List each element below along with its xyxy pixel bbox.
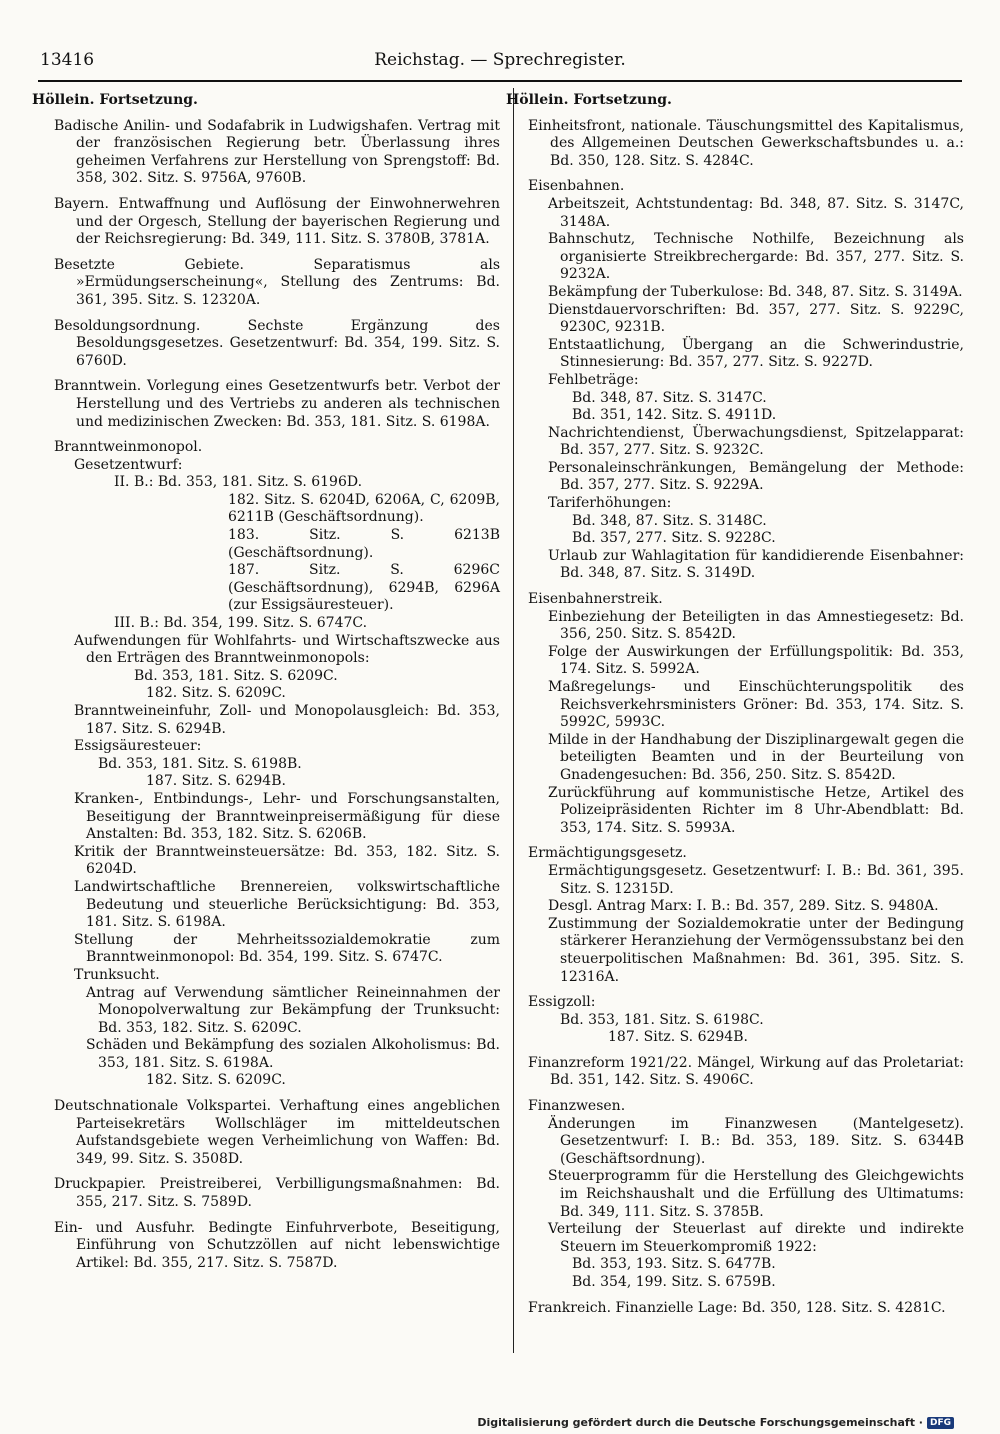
index-entry: Frankreich. Finanzielle Lage: Bd. 350, 128. Sitz. S. 4281C. (528, 1299, 946, 1316)
right-column (506, 92, 964, 1317)
index-entry: 182. Sitz. S. 6209C. (146, 1072, 286, 1089)
index-entry: Finanzwesen. (528, 1098, 626, 1115)
index-entry: Bekämpfung der Tuberkulose: Bd. 348, 87. Sitz. S. 3149A. (548, 283, 963, 300)
index-entry: Einbeziehung der Beteiligten in das Amnestiegesetz: Bd. 356, 250. Sitz. S. 8542D. (548, 608, 964, 643)
footer-credit (477, 1416, 954, 1429)
index-entry: II. B.: Bd. 353, 181. Sitz. S. 6196D. (114, 474, 363, 491)
index-entry: Branntweinmonopol. (54, 439, 203, 456)
index-entry: Branntwein. Vorlegung eines Gesetzentwurfs betr. Verbot der Herstellung und des Vertriebs zu anderen als technischen und medizinischen Zwecken: Bd. 353, 181. Sitz. S. 6198A. (54, 378, 500, 430)
index-entry: Zurückführung auf kommunistische Hetze, Artikel des Polizeipräsidenten Richter im 8 Uhr-Abendblatt: Bd. 353, 174. Sitz. S. 5993A. (548, 784, 964, 836)
index-entry: 187. Sitz. S. 6294B. (608, 1029, 748, 1046)
index-entry: 183. Sitz. S. 6213B (Geschäftsordnung). (228, 527, 500, 561)
index-entry: Einheitsfront, nationale. Täuschungsmittel des Kapitalismus, des Allgemeinen Deutschen Gewerkschaftsbundes u. a.: Bd. 350, 128. Sitz. S. 4284C. (528, 117, 964, 169)
index-entry: Essigsäuresteuer: (74, 738, 202, 755)
index-entry: Landwirtschaftliche Brennereien, volkswirtschaftliche Bedeutung und steuerliche Berücksichtigung: Bd. 353, 181. Sitz. S. 6198A. (74, 878, 500, 931)
index-entry: Milde in der Handhabung der Disziplinargewalt gegen die beteiligten Beamten und in der Beurteilung von Gnadengesuchen: Bd. 356, 250. Sitz. S. 8542D. (548, 731, 964, 783)
running-head: Reichstag. — Sprechregister. (374, 50, 626, 70)
index-entry: Ein- und Ausfuhr. Bedingte Einfuhrverbote, Beseitigung, Einführung von Schutzzöllen auf nicht lebenswichtige Artikel: Bd. 355, 217. Sitz. S. 7587D. (54, 1219, 500, 1271)
index-entry: Steuerprogramm für die Herstellung des Gleichgewichts im Reichshaushalt und die Erfüllung des Ultimatums: Bd. 349, 111. Sitz. S. 3785B. (548, 1168, 964, 1220)
left-column (32, 92, 500, 1272)
index-entry: Bd. 348, 87. Sitz. S. 3147C. (572, 389, 767, 406)
index-entry: Ermächtigungsgesetz. (528, 845, 687, 862)
index-entry: Fehlbeträge: (548, 371, 639, 388)
index-entry: 187. Sitz. S. 6296C (Geschäftsordnung), 6294B, 6296A (zur Essigsäuresteuer). (228, 562, 500, 614)
dfg-logo: DFG (927, 1417, 954, 1429)
index-entry: Tariferhöhungen: (548, 495, 672, 512)
index-entry: Maßregelungs- und Einschüchterungspolitik des Reichsverkehrsministers Gröner: Bd. 353, 174. Sitz. S. 5992C, 5993C. (548, 679, 964, 731)
index-entry: 182. Sitz. S. 6209C. (146, 685, 286, 702)
index-entry: Änderungen im Finanzwesen (Mantelgesetz). Gesetzentwurf: I. B.: Bd. 353, 189. Sitz. S. 6344B (Geschäftsordnung). (548, 1115, 964, 1167)
index-entry: Finanzreform 1921/22. Mängel, Wirkung auf das Proletariat: Bd. 351, 142. Sitz. S. 4906C. (528, 1054, 964, 1089)
index-entry: Antrag auf Verwendung sämtlicher Reineinnahmen der Monopolverwaltung zur Bekämpfung der Trunksucht: Bd. 353, 182. Sitz. S. 6209C. (86, 984, 500, 1036)
index-entry: III. B.: Bd. 354, 199. Sitz. S. 6747C. (114, 615, 368, 632)
index-entry: Zustimmung der Sozialdemokratie unter der Bedingung stärkerer Heranziehung der Vermögenssubstanz bei den steuerpolitischen Maßnahmen: Bd. 361, 395. Sitz. S. 12316A. (548, 915, 964, 985)
index-entry: Besoldungsordnung. Sechste Ergänzung des Besoldungsgesetzes. Gesetzentwurf: Bd. 354, 199. Sitz. S. 6760D. (54, 317, 500, 369)
index-entry: Bd. 353, 181. Sitz. S. 6198B. (98, 755, 302, 772)
index-entry: Bahnschutz, Technische Nothilfe, Bezeichnung als organisierte Streikbrechergarde: Bd. 357, 277. Sitz. S. 9232A. (548, 231, 964, 283)
index-entry: Urlaub zur Wahlagitation für kandidierende Eisenbahner: Bd. 348, 87. Sitz. S. 3149D. (548, 547, 964, 582)
index-entry: Branntweineinfuhr, Zoll- und Monopolausgleich: Bd. 353, 187. Sitz. S. 6294B. (74, 703, 500, 737)
index-entry: Personaleinschränkungen, Bemängelung der Methode: Bd. 357, 277. Sitz. S. 9229A. (548, 459, 964, 494)
footer-text: Digitalisierung gefördert durch die Deutsche Forschungsgemeinschaft · (477, 1416, 923, 1429)
index-entry: 182. Sitz. S. 6204D, 6206A, C, 6209B, 6211B (Geschäftsordnung). (228, 491, 500, 526)
index-entry: Aufwendungen für Wohlfahrts- und Wirtschaftszwecke aus den Erträgen des Branntweinmonopols: (74, 632, 500, 667)
index-entry: Bd. 348, 87. Sitz. S. 3148C. (572, 512, 767, 529)
header-rule (38, 80, 962, 82)
column-divider (513, 88, 514, 1353)
index-entry: Deutschnationale Volkspartei. Verhaftung eines angeblichen Parteisekretärs Wollschläger im mitteldeutschen Aufstandsgebiete wegen Verheimlichung von Waffen: Bd. 349, 99. Sitz. S. 3508D. (54, 1098, 500, 1167)
section-heading: Höllein. Fortsetzung. (32, 92, 198, 108)
index-entry: Kritik der Branntweinsteuersätze: Bd. 353, 182. Sitz. S. 6204D. (74, 843, 500, 878)
index-entry: Bd. 357, 277. Sitz. S. 9228C. (572, 530, 776, 547)
index-entry: Druckpapier. Preistreiberei, Verbilligungsmaßnahmen: Bd. 355, 217. Sitz. S. 7589D. (54, 1176, 500, 1211)
index-entry: Badische Anilin- und Sodafabrik in Ludwigshafen. Vertrag mit der französischen Regierung betr. Überlassung ihres geheimen Verfahrens zur Herstellung von Sprengstoff: Bd. 358, 302. Sitz. S. 9756A, 9760B. (54, 117, 500, 187)
index-entry: 187. Sitz. S. 6294B. (146, 773, 286, 790)
index-entry: Verteilung der Steuerlast auf direkte und indirekte Steuern im Steuerkompromiß 1922: (548, 1221, 964, 1255)
index-entry: Bd. 353, 181. Sitz. S. 6209C. (134, 667, 338, 684)
index-entry: Bd. 354, 199. Sitz. S. 6759B. (572, 1274, 776, 1290)
index-entry: Eisenbahnerstreik. (528, 591, 663, 608)
section-heading: Höllein. Fortsetzung. (506, 92, 672, 108)
index-entry: Folge der Auswirkungen der Erfüllungspolitik: Bd. 353, 174. Sitz. S. 5992A. (548, 643, 964, 678)
index-entry: Desgl. Antrag Marx: I. B.: Bd. 357, 289. Sitz. S. 9480A. (548, 898, 939, 915)
page-number: 13416 (40, 50, 95, 70)
index-entry: Entstaatlichung, Übergang an die Schwerindustrie, Stinnesierung: Bd. 357, 277. Sitz. S. 9227D. (548, 336, 964, 371)
index-entry: Stellung der Mehrheitssozialdemokratie zum Branntweinmonopol: Bd. 354, 199. Sitz. S. 6747C. (74, 931, 500, 966)
index-entry: Schäden und Bekämpfung des sozialen Alkoholismus: Bd. 353, 181. Sitz. S. 6198A. (86, 1037, 500, 1071)
index-entry: Kranken-, Entbindungs-, Lehr- und Forschungsanstalten, Beseitigung der Branntweinpreisermäßigung für diese Anstalten: Bd. 353, 182. Sitz. S. 6206B. (74, 790, 500, 843)
index-entry: Nachrichtendienst, Überwachungsdienst, Spitzelapparat: Bd. 357, 277. Sitz. S. 9232C. (548, 424, 964, 459)
index-entry: Bd. 353, 193. Sitz. S. 6477B. (572, 1256, 776, 1273)
index-entry: Bd. 351, 142. Sitz. S. 4911D. (572, 407, 777, 424)
index-entry: Essigzoll: (528, 994, 596, 1011)
index-entry: Eisenbahnen. (528, 178, 625, 195)
index-entry: Bd. 353, 181. Sitz. S. 6198C. (560, 1011, 764, 1028)
index-entry: Arbeitszeit, Achtstundentag: Bd. 348, 87. Sitz. S. 3147C, 3148A. (548, 195, 964, 230)
index-entry: Gesetzentwurf: (74, 456, 183, 473)
index-entry: Besetzte Gebiete. Separatismus als »Ermüdungserscheinung«, Stellung des Zentrums: Bd. 361, 395. Sitz. S. 12320A. (54, 256, 500, 308)
index-entry: Dienstdauervorschriften: Bd. 357, 277. Sitz. S. 9229C, 9230C, 9231B. (548, 301, 964, 336)
index-entry: Ermächtigungsgesetz. Gesetzentwurf: I. B.: Bd. 361, 395. Sitz. S. 12315D. (548, 862, 964, 897)
index-entry: Bayern. Entwaffnung und Auflösung der Einwohnerwehren und der Orgesch, Stellung der bayerischen Regierung und der Reichsregierung: Bd. 349, 111. Sitz. S. 3780B, 3781A. (54, 195, 500, 248)
index-entry: Trunksucht. (74, 966, 160, 983)
